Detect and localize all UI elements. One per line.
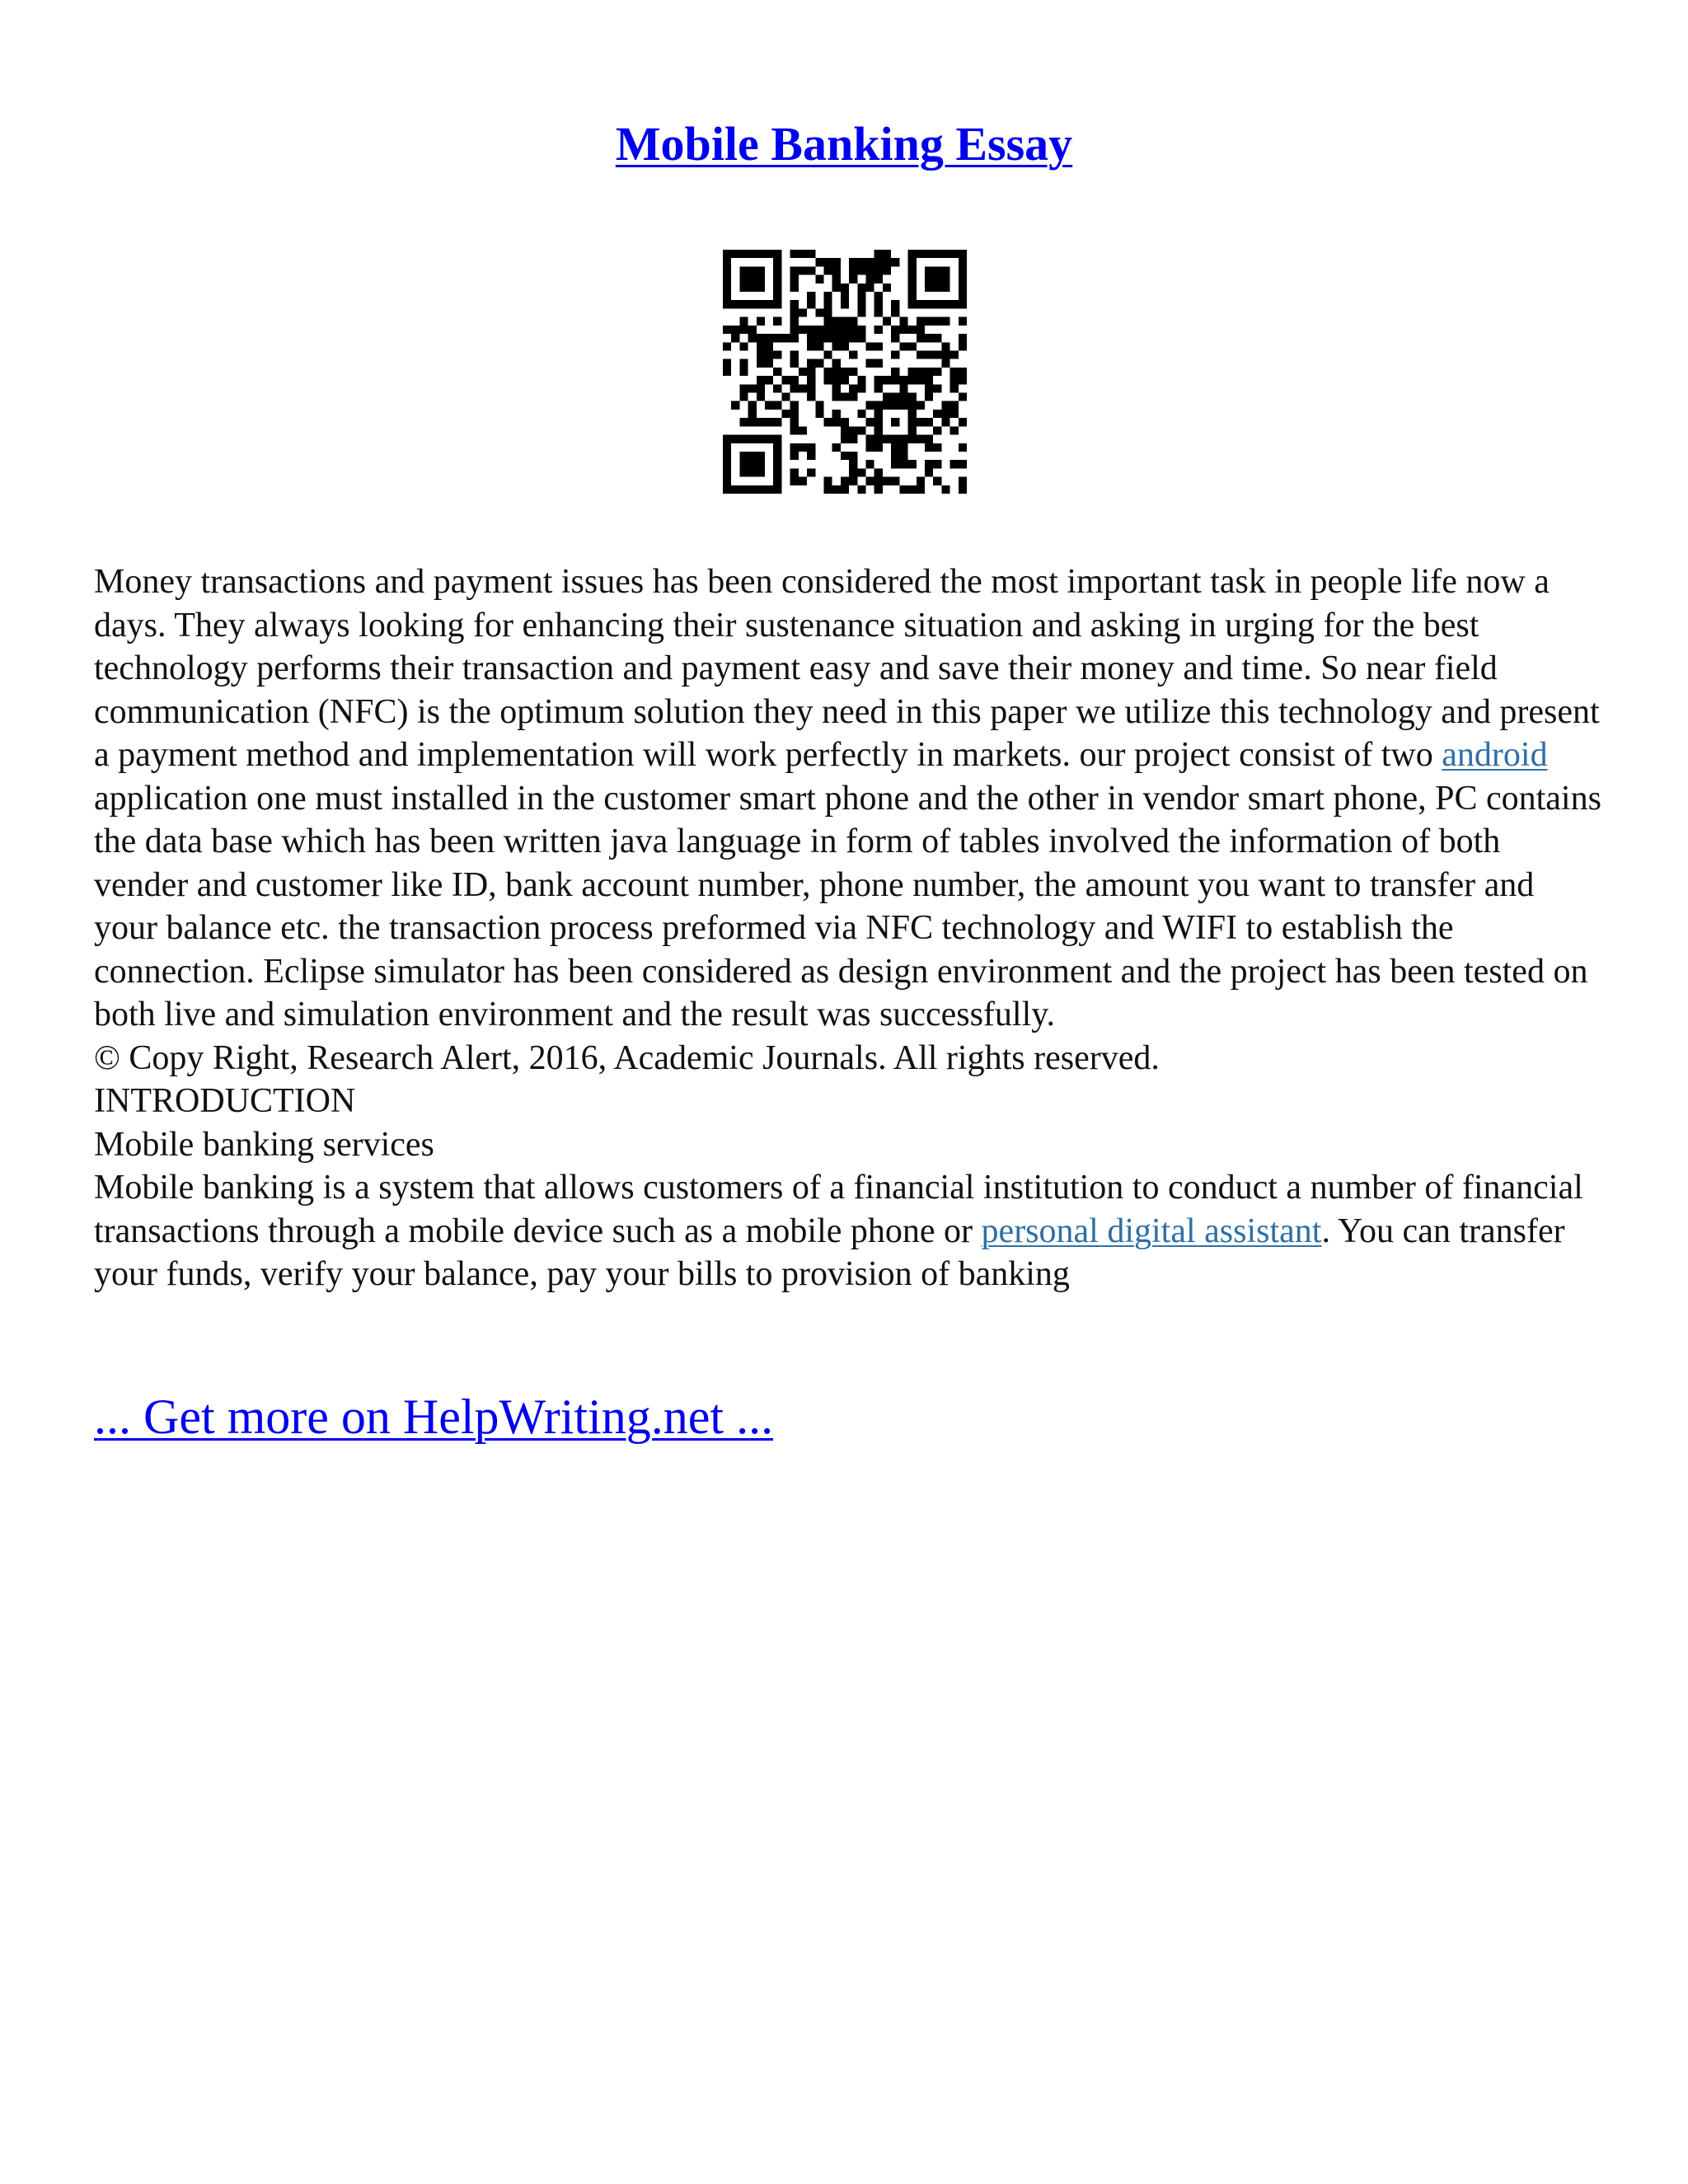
section-heading: INTRODUCTION [94, 1082, 356, 1120]
page-title [0, 115, 1688, 173]
personal-digital-assistant-link[interactable]: personal digital assistant [981, 1212, 1322, 1250]
subsection-heading: Mobile banking services [94, 1125, 434, 1164]
essay-body [94, 560, 1602, 1296]
title-link[interactable]: Mobile Banking Essay [615, 117, 1073, 171]
abstract-paragraph [94, 560, 1602, 1037]
intro-paragraph [94, 1166, 1602, 1296]
paragraph-text: Money transactions and payment issues has been considered the most important task in people life now a days. They always looking for enhancing their sustenance situation and asking in urging for the best technology performs their transaction and payment easy and save their money and time. So near field communication (NFC) is the optimum solution they need in this paper we utilize this technology and present a payment method and implementation will work perfectly in markets. our project consist of two [94, 563, 1600, 774]
qr-code-icon [723, 250, 967, 494]
copyright-line: © Copy Right, Research Alert, 2016, Academic Journals. All rights reserved. [94, 1038, 1160, 1077]
android-link[interactable]: android [1442, 736, 1548, 774]
paragraph-text: Mobile banking is a system that allows customers of a financial institution to conduct a number of financial transactions through a mobile device such as a mobile phone or [94, 1169, 1583, 1250]
get-more-link[interactable]: ... Get more on HelpWriting.net ... [94, 1390, 774, 1444]
paragraph-text: . You can transfer your funds, verify your balance, pay your bills to provision of banking [94, 1212, 1565, 1293]
get-more-link-wrapper [94, 1387, 773, 1446]
paragraph-text: application one must installed in the customer smart phone and the other in vendor smart phone, PC contains the data base which has been written java language in form of tables involved the information of both vender and customer like ID, bank account number, phone number, the amount you want to transfer and your balance etc. the transaction process preformed via NFC technology and WIFI to establish the connection. Eclipse simulator has been considered as design environment and the project has been tested on both live and simulation environment and the result was successfully. [94, 779, 1601, 1033]
